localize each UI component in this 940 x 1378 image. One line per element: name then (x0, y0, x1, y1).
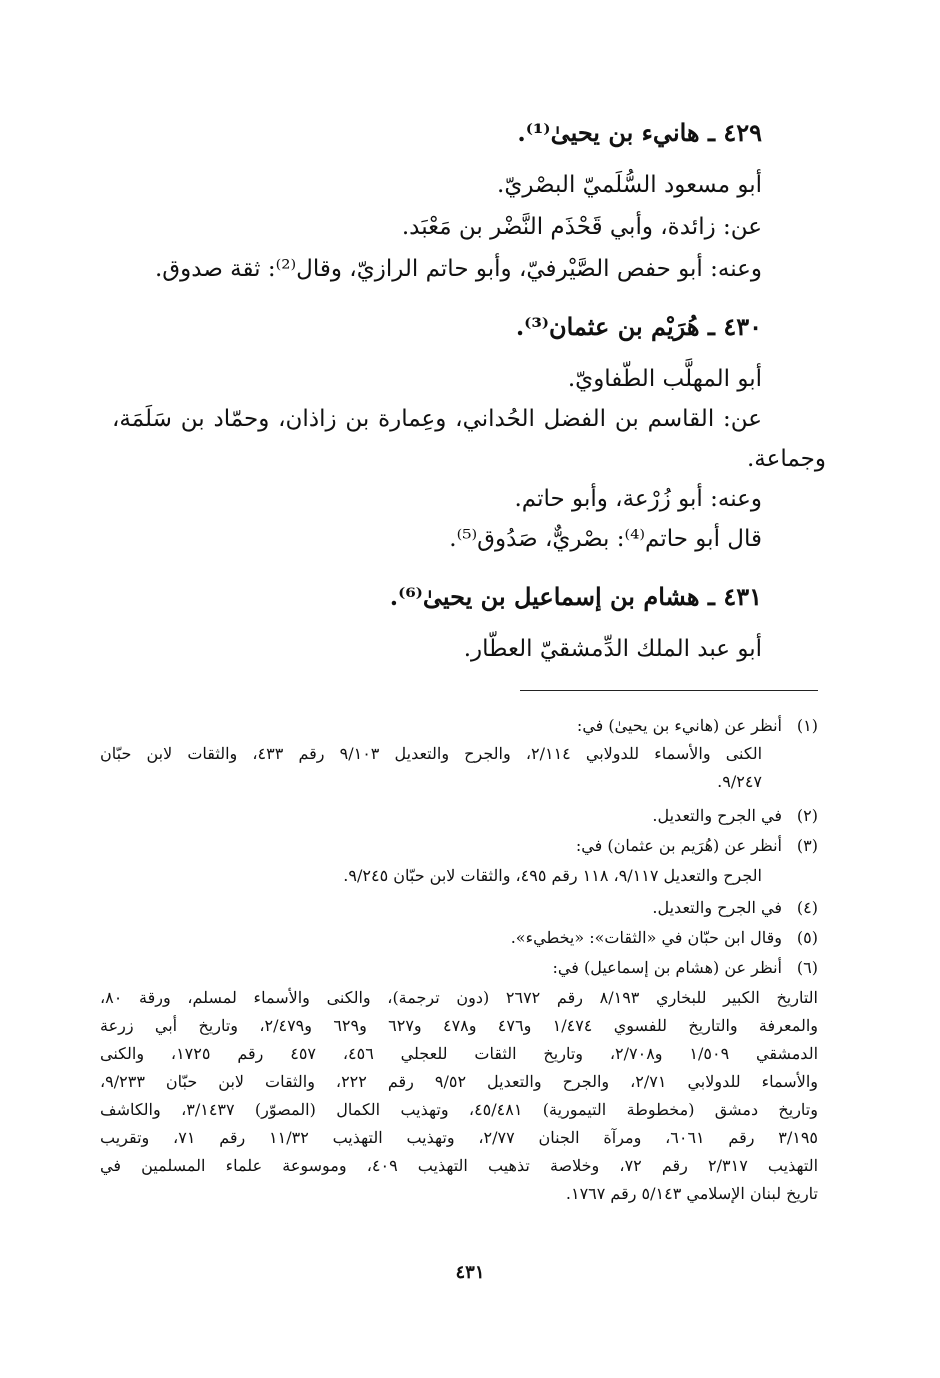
entry-430-teachers-cont: وجماعة. (747, 446, 826, 472)
footnote-4 (652, 898, 818, 917)
footnote-text: أنظر عن (هشام بن إسماعيل) في: (552, 958, 782, 977)
footnote-1-line-3: ٩/٢٤٧. (717, 772, 762, 791)
footnote-6-line-6: وتاريخ دمشق (مخطوطة التيمورية) ٤٥/٤٨١، وتهذيب الكمال (المصوّر) ٣/١٤٣٧، والكاشف (100, 1100, 818, 1119)
entry-430-judgement: قال أبو حاتم⁽⁴⁾: بصْريٌّ، صَدُوق⁽⁵⁾. (449, 526, 762, 552)
footnote-separator (520, 690, 818, 691)
footnote-text: أنظر عن (هُرَيم بن عثمان) في: (575, 836, 782, 855)
footnote-6-line-3: والمعرفة والتاريخ للفسوي ١/٤٧٤ و٤٧٦ و٤٧٨ و٦٢٧ و٦٢٩ و٢/٤٧٩، وتاريخ أبي زرعة (100, 1016, 819, 1035)
footnote-number: (١) (796, 716, 818, 735)
footnote-3-line-2: الجرح والتعديل ٩/١١٧، ١١٨ رقم ٤٩٥، والثقات لابن حبّان ٩/٢٤٥. (343, 866, 762, 885)
footnote-3 (576, 836, 818, 855)
entry-429-teachers: عن: زائدة، وأبي قَحْذَم النَّضْر بن مَعْبَد. (401, 214, 762, 240)
entry-430-students: وعنه: أبو زُرْعة، وأبو حاتم. (514, 486, 762, 512)
footnote-6-line-2: التاريخ الكبير للبخاري ٨/١٩٣ رقم ٢٦٧٢ (دون ترجمة)، والكنى والأسماء لمسلم، ورقة ٨٠، (100, 988, 818, 1007)
entry-430-teachers: عن: القاسم بن الفضل الحُداني، وعِمارة بن زاذان، وحمّاد بن سَلَمَة، (112, 406, 762, 432)
entry-title-429: ٤٢٩ ـ هانيء بن يحيىٰ⁽¹⁾. (517, 118, 762, 147)
page-number: ٤٣١ (455, 1262, 485, 1283)
footnote-6-line-8: التهذيب ٢/٣١٧ رقم ٧٢، وخلاصة تذهيب التهذيب ٤٠٩، وموسوعة علماء المسلمين في (100, 1156, 819, 1175)
footnote-6-line-9: تاريخ لبنان الإسلامي ٥/١٤٣ رقم ١٧٦٧. (565, 1184, 818, 1203)
footnote-2 (652, 806, 818, 825)
footnote-1 (577, 716, 818, 735)
footnote-number: (٥) (796, 928, 818, 947)
footnote-1-line-2: الكنى والأسماء للدولابي ٢/١١٤، والجرح والتعديل ٩/١٠٣ رقم ٤٣٣، والثقات لابن حبّان (100, 744, 763, 763)
footnote-text: وقال ابن حبّان في «الثقات»: «يخطيء». (510, 928, 782, 947)
footnote-text: في الجرح والتعديل. (652, 806, 782, 825)
footnote-5 (511, 928, 818, 947)
footnote-6-line-5: والأسماء للدولابي ٢/٧١، والجرح والتعديل ٩/٥٢ رقم ٢٢٢، والثقات لابن حبّان ٩/٢٣٣، (100, 1072, 818, 1091)
footnote-number: (٢) (796, 806, 818, 825)
entry-429-students: وعنه: أبو حفص الصَّيْرفيّ، وأبو حاتم الرازيّ، وقال⁽²⁾: ثقة صدوق. (155, 256, 762, 282)
entry-430-kunya: أبو المهلَّب الطّفاويّ. (567, 366, 762, 392)
entry-429-kunya: أبو مسعود السُّلَميّ البصْريّ. (497, 172, 762, 198)
footnote-6-line-7: ٣/١٩٥ رقم ٦٠٦١، ومرآة الجنان ٢/٧٧، وتهذيب التهذيب ١١/٣٢ رقم ٧١، وتقريب (100, 1128, 819, 1147)
footnote-text: في الجرح والتعديل. (652, 898, 782, 917)
footnote-text: أنظر عن (هانيء بن يحيىٰ) في: (576, 716, 782, 735)
footnote-6-line-4: الدمشقي ١/٥٠٩ و٢/٧٠٨، وتاريخ الثقات للعجلي ٤٥٦، ٤٥٧ رقم ١٧٢٥، والكنى (100, 1044, 819, 1063)
footnote-number: (٦) (796, 958, 818, 977)
entry-title-430: ٤٣٠ ـ هُرَيْم بن عثمان⁽³⁾. (515, 312, 762, 341)
footnote-number: (٤) (796, 898, 818, 917)
footnote-number: (٣) (796, 836, 818, 855)
entry-431-kunya: أبو عبد الملك الدِّمشقيّ العطّار. (463, 636, 762, 662)
footnote-6 (553, 958, 818, 977)
entry-title-431: ٤٣١ ـ هشام بن إسماعيل بن يحيىٰ⁽⁶⁾. (389, 582, 762, 611)
